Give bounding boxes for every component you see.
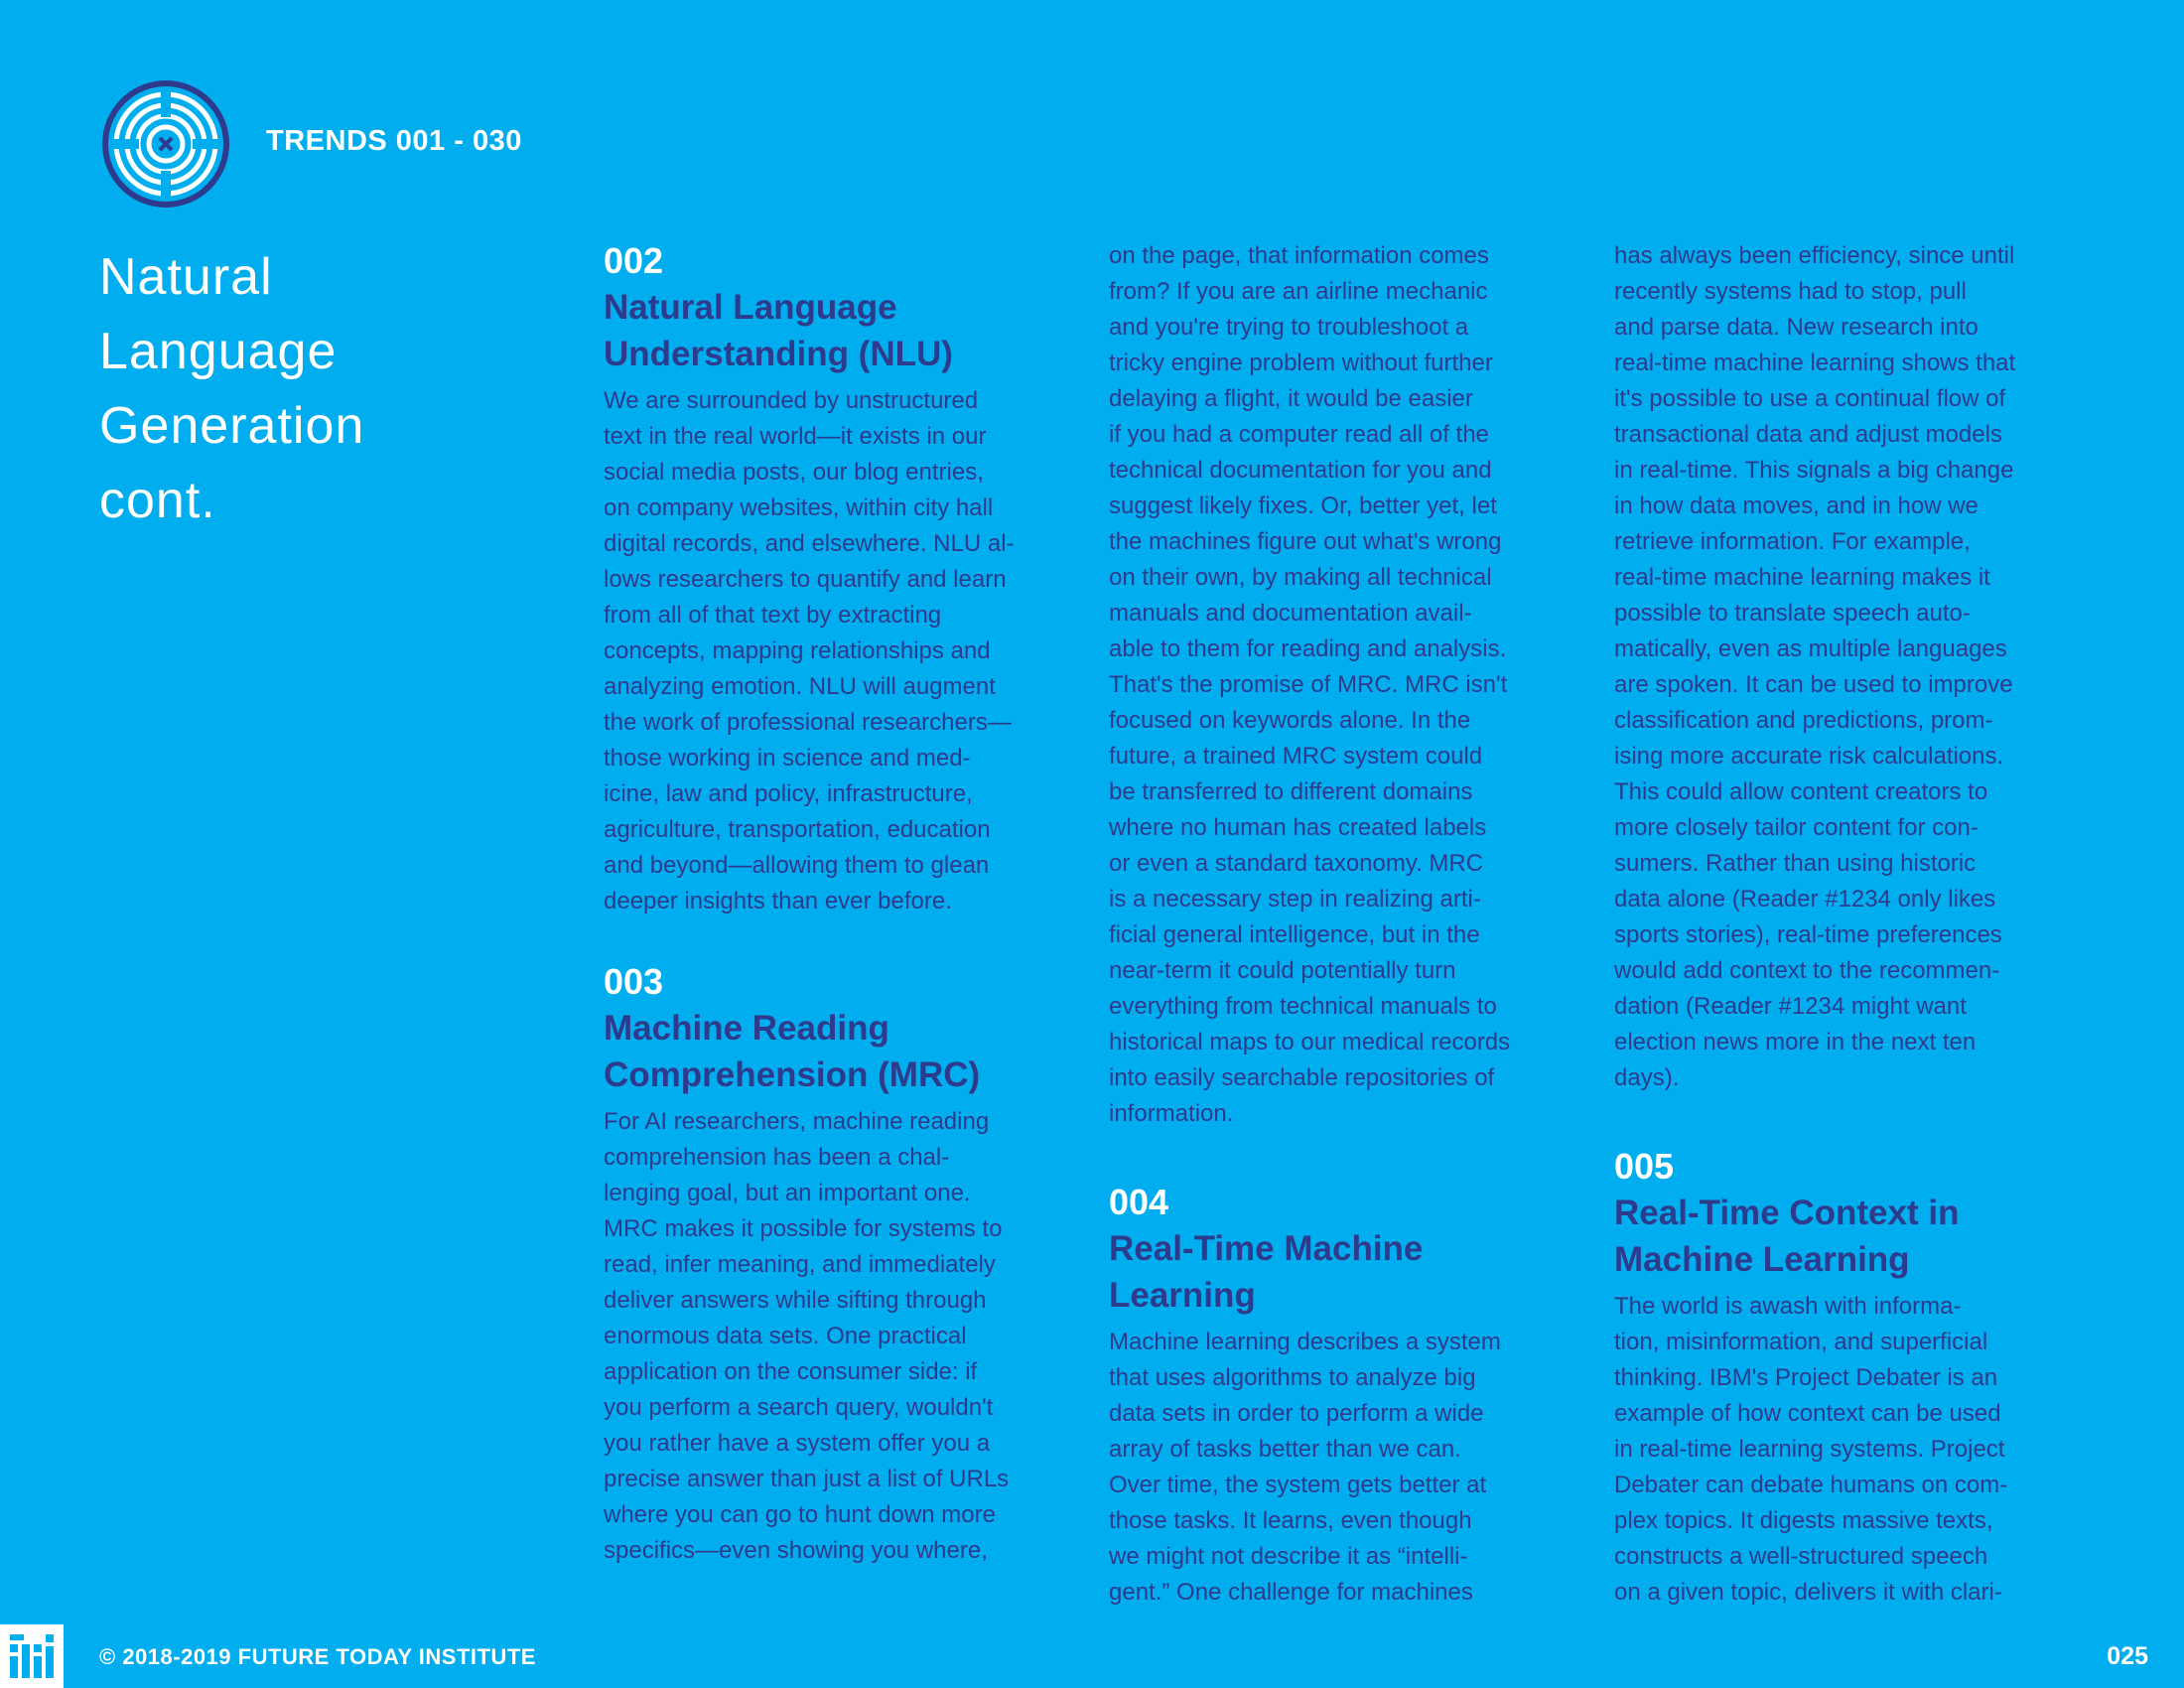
trend-body-004: Machine learning describes a system that uses algorithms to analyze big data sets in order to perform a wide array of tasks better than we can. Over time, the system gets better at those tasks. It learns, even though we might not describe it as “intelli- gent.” One challenge for machines	[1109, 1329, 1501, 1606]
trend-number-004: 004	[1109, 1182, 1169, 1222]
trend-body-003-continued: on the page, that information comes from? If you are an airline mechanic and you're trying to troubleshoot a tricky engine problem without further delaying a flight, it would be easier if you had a computer read all of the technical documentation for you and suggest likely fixes. Or, better yet, let the machines figure out what's wrong on their own, by making all technical manuals and documentation avail- able to them for reading and analysis. That's the promise of MRC. MRC isn't focused on keywords alone. In the future, a trained MRC system could be transferred to different domains where no human has created labels or even a standard taxonomy. MRC is a necessary step in realizing arti- ficial general intelligence, but in the near-term it could potentially turn everything from technical manuals to historical maps to our medical records into easily searchable repositories of information.	[1109, 242, 1511, 1127]
section-title	[99, 240, 496, 538]
text-column-2	[1109, 238, 1585, 1611]
trend-number-003: 003	[604, 961, 664, 1002]
trends-range-label: TRENDS 001 - 030	[266, 125, 522, 157]
section-title-line: Natural	[99, 248, 273, 306]
maze-target-icon	[99, 77, 232, 211]
trend-number-002: 002	[604, 240, 664, 281]
trend-body-005: The world is awash with informa- tion, misinformation, and superficial thinking. IBM's Project Debater is an example of how context can be used in real-time learning systems. Project Debater can debate humans on com- plex topics. It digests massive texts, constructs a well-structured speech on a given topic, delivers it with clari-	[1614, 1293, 2008, 1606]
trend-title-005: Real-Time Context in Machine Learning	[1614, 1194, 1960, 1279]
text-column-3	[1614, 238, 2091, 1611]
section-title-line: Language	[99, 323, 338, 380]
trend-number-005: 005	[1614, 1146, 1675, 1187]
trend-body-003: For AI researchers, machine reading comprehension has been a chal- lenging goal, but an important one. MRC makes it possible for systems to read, infer meaning, and immediately deliver answers while sifting through enormous data sets. One practical application on the consumer side: if you perform a search query, wouldn't you rather have a system offer you a precise answer than just a list of URLs where you can go to hunt down more specifics—even showing you where,	[604, 1108, 1010, 1564]
trend-title-004: Real-Time Machine Learning	[1109, 1229, 1424, 1315]
fti-logo-icon	[0, 1624, 64, 1688]
page-number: 025	[2107, 1642, 2148, 1670]
section-title-line: Generation	[99, 397, 365, 455]
trend-title-002: Natural Language Understanding (NLU)	[604, 288, 953, 373]
trend-body-004-continued: has always been efficiency, since until recently systems had to stop, pull and parse data. New research into real-time machine learning shows that it's possible to use a continual flow of transactional data and adjust models in real-time. This signals a big change in how data moves, and in how we retrieve information. For example, real-time machine learning makes it possible to translate speech auto- matically, even as multiple languages are spoken. It can be used to improve classification and predictions, prom- ising more accurate risk calculations. This could allow content creators to more closely tailor content for con- sumers. Rather than using historic data alone (Reader #1234 only likes sports stories), real-time preferences would add context to the recommen- dation (Reader #1234 might want election news more in the next ten days).	[1614, 242, 2016, 1091]
section-title-line: cont.	[99, 472, 216, 529]
copyright-notice: © 2018-2019 FUTURE TODAY INSTITUTE	[99, 1644, 536, 1669]
text-column-1	[604, 238, 1080, 1569]
trend-body-002: We are surrounded by unstructured text in the real world—it exists in our social media posts, our blog entries, on company websites, within city hall digital records, and elsewhere. NLU al- lows researchers to quantify and learn from all of that text by extracting concepts, mapping relationships and analyzing emotion. NLU will augment the work of professional researchers— those working in science and med- icine, law and policy, infrastructure, agriculture, transportation, education and beyond—allowing them to glean deeper insights than ever before.	[604, 387, 1015, 914]
trend-title-003: Machine Reading Comprehension (MRC)	[604, 1009, 981, 1094]
